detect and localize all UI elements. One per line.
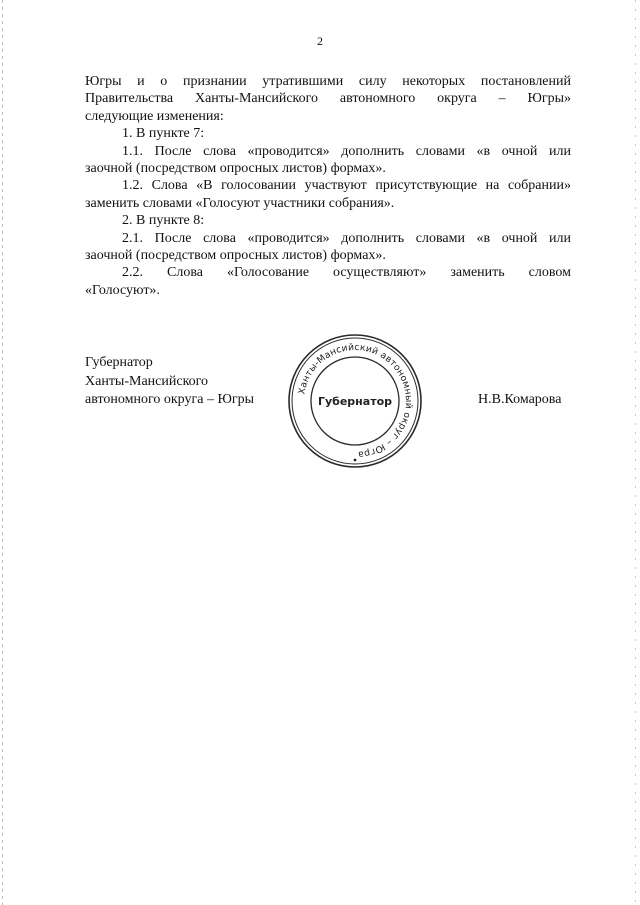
scan-edge-left — [2, 0, 3, 905]
item-heading: 2. В пункте 8: — [122, 213, 205, 229]
subitem-line: заочной (посредством опросных листов) формах». — [85, 161, 386, 177]
seal-dot — [354, 459, 357, 462]
signature-title-line: Губернатор — [85, 355, 153, 370]
scan-edge-right — [635, 0, 636, 905]
paragraph-line: Правительства Ханты-Мансийского автономного округа – Югры» — [85, 91, 571, 107]
signature-title-line: Ханты-Мансийского — [85, 373, 209, 389]
paragraph-line: Югры и о признании утратившими силу некоторых постановлений — [85, 74, 571, 89]
signer-name: Н.В.Комарова — [478, 392, 562, 407]
page-number: 2 — [317, 34, 323, 48]
signature-title — [85, 354, 254, 410]
signature-title-line: автономного округа – Югры — [85, 392, 254, 407]
subitem-line: «Голосуют». — [85, 282, 160, 298]
subitem-line: заменить словами «Голосуют участники собрания». — [85, 195, 395, 211]
official-seal-stamp — [287, 333, 423, 469]
document-body — [85, 73, 571, 299]
subitem-line: 1.2. Слова «В голосовании участвуют присутствующие на собрании» — [122, 178, 571, 194]
seal-center-text: Губернатор — [317, 395, 393, 408]
subitem-line: заочной (посредством опросных листов) формах». — [85, 248, 386, 264]
seal-ring-text: Ханты-Мансийский автономный округ – Югра — [296, 341, 415, 460]
item-heading: 1. В пункте 7: — [122, 126, 205, 142]
subitem-line: 2.2. Слова «Голосование осуществляют» заменить словом — [122, 265, 571, 281]
paragraph-line: следующие изменения: — [85, 108, 224, 124]
subitem-line: 1.1. После слова «проводится» дополнить словами «в очной или — [122, 143, 571, 159]
subitem-line: 2.1. После слова «проводится» дополнить словами «в очной или — [122, 230, 571, 246]
